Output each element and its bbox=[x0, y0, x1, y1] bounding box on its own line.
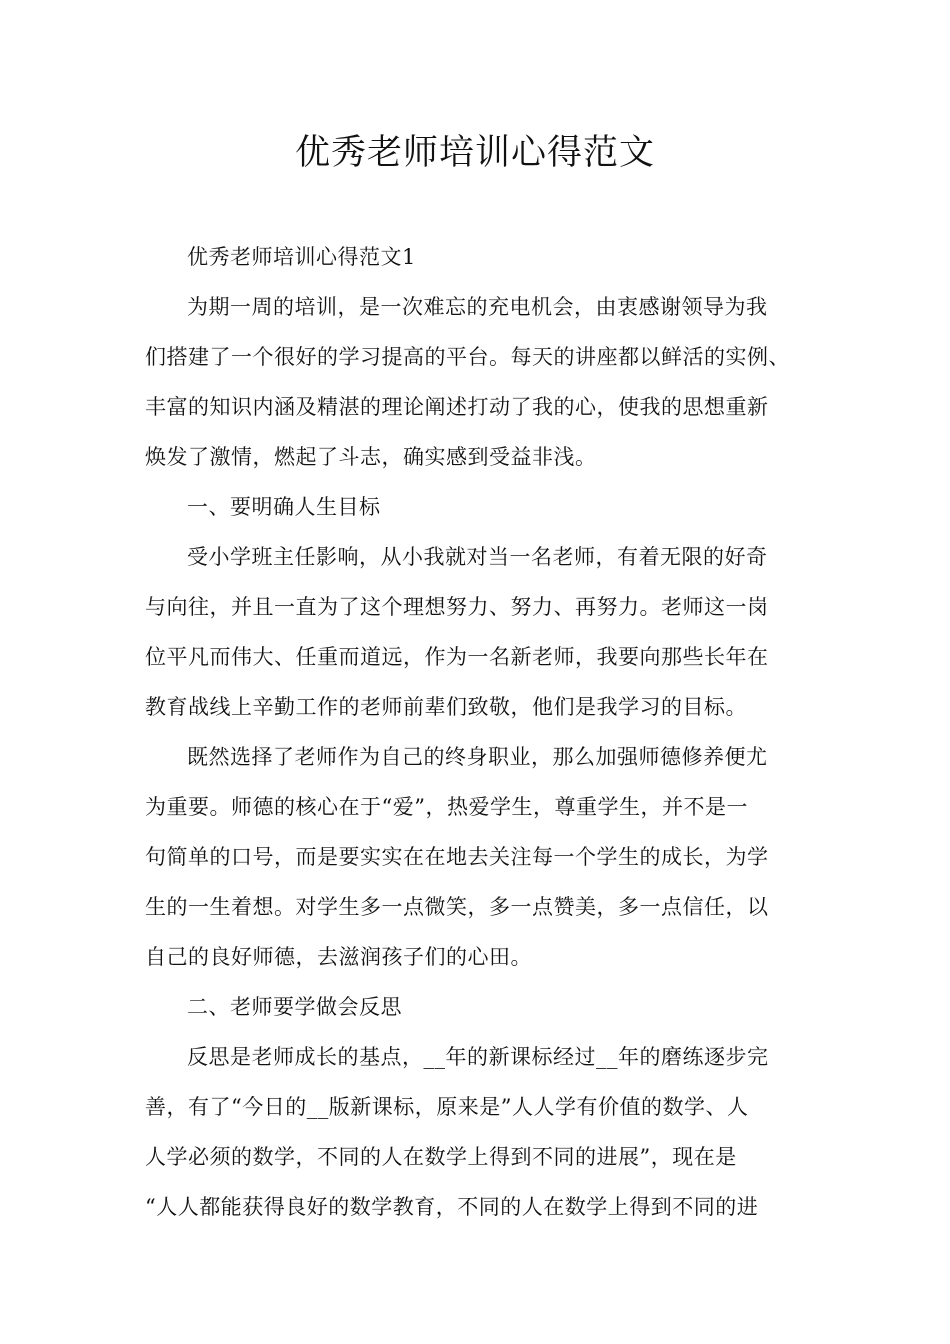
text-line: 受小学班主任影响，从小我就对当一名老师，有着无限的好奇 bbox=[187, 545, 768, 569]
paragraph-subheading-2 bbox=[145, 982, 815, 1032]
text-line: 教育战线上辛勤工作的老师前辈们致敬，他们是我学习的目标。 bbox=[145, 695, 747, 719]
paragraph-subheading-1 bbox=[145, 482, 815, 532]
text-line: 为重要。师德的核心在于“爱”，热爱学生，尊重学生，并不是一 bbox=[145, 795, 748, 819]
text-line: 位平凡而伟大、任重而道远，作为一名新老师，我要向那些长年在 bbox=[145, 645, 769, 669]
text-line: 丰富的知识内涵及精湛的理论阐述打动了我的心，使我的思想重新 bbox=[145, 395, 769, 419]
text-line: 一、要明确人生目标 bbox=[187, 495, 381, 519]
text-line: 自己的良好师德，去滋润孩子们的心田。 bbox=[145, 945, 532, 969]
text-line: “人人都能获得良好的数学教育，不同的人在数学上得到不同的进 bbox=[145, 1195, 759, 1219]
paragraph bbox=[145, 532, 815, 732]
text-line: 既然选择了老师作为自己的终身职业，那么加强师德修养便尤 bbox=[187, 745, 768, 769]
text-line: 为期一周的培训，是一次难忘的充电机会，由衷感谢领导为我 bbox=[187, 295, 768, 319]
text-line: 人学必须的数学，不同的人在数学上得到不同的进展”，现在是 bbox=[145, 1145, 737, 1169]
paragraph bbox=[145, 282, 815, 482]
text-line: 句简单的口号，而是要实实在在地去关注每一个学生的成长，为学 bbox=[145, 845, 769, 869]
text-line: 二、老师要学做会反思 bbox=[187, 995, 402, 1019]
text-line: 优秀老师培训心得范文1 bbox=[187, 245, 416, 269]
text-line: 反思是老师成长的基点，__年的新课标经过__年的磨练逐步完 bbox=[187, 1045, 769, 1069]
text-line: 善，有了“今日的__版新课标，原来是”人人学有价值的数学、人 bbox=[145, 1095, 749, 1119]
document-body bbox=[145, 232, 815, 1232]
text-line: 焕发了激情，燃起了斗志，确实感到受益非浅。 bbox=[145, 445, 597, 469]
paragraph bbox=[145, 1032, 815, 1232]
paragraph-heading-1 bbox=[145, 232, 815, 282]
text-line: 生的一生着想。对学生多一点微笑，多一点赞美，多一点信任，以 bbox=[145, 895, 769, 919]
text-line: 们搭建了一个很好的学习提高的平台。每天的讲座都以鲜活的实例、 bbox=[145, 345, 790, 369]
text-line: 与向往，并且一直为了这个理想努力、努力、再努力。老师这一岗 bbox=[145, 595, 769, 619]
paragraph bbox=[145, 732, 815, 982]
document-title: 优秀老师培训心得范文 bbox=[294, 133, 655, 173]
